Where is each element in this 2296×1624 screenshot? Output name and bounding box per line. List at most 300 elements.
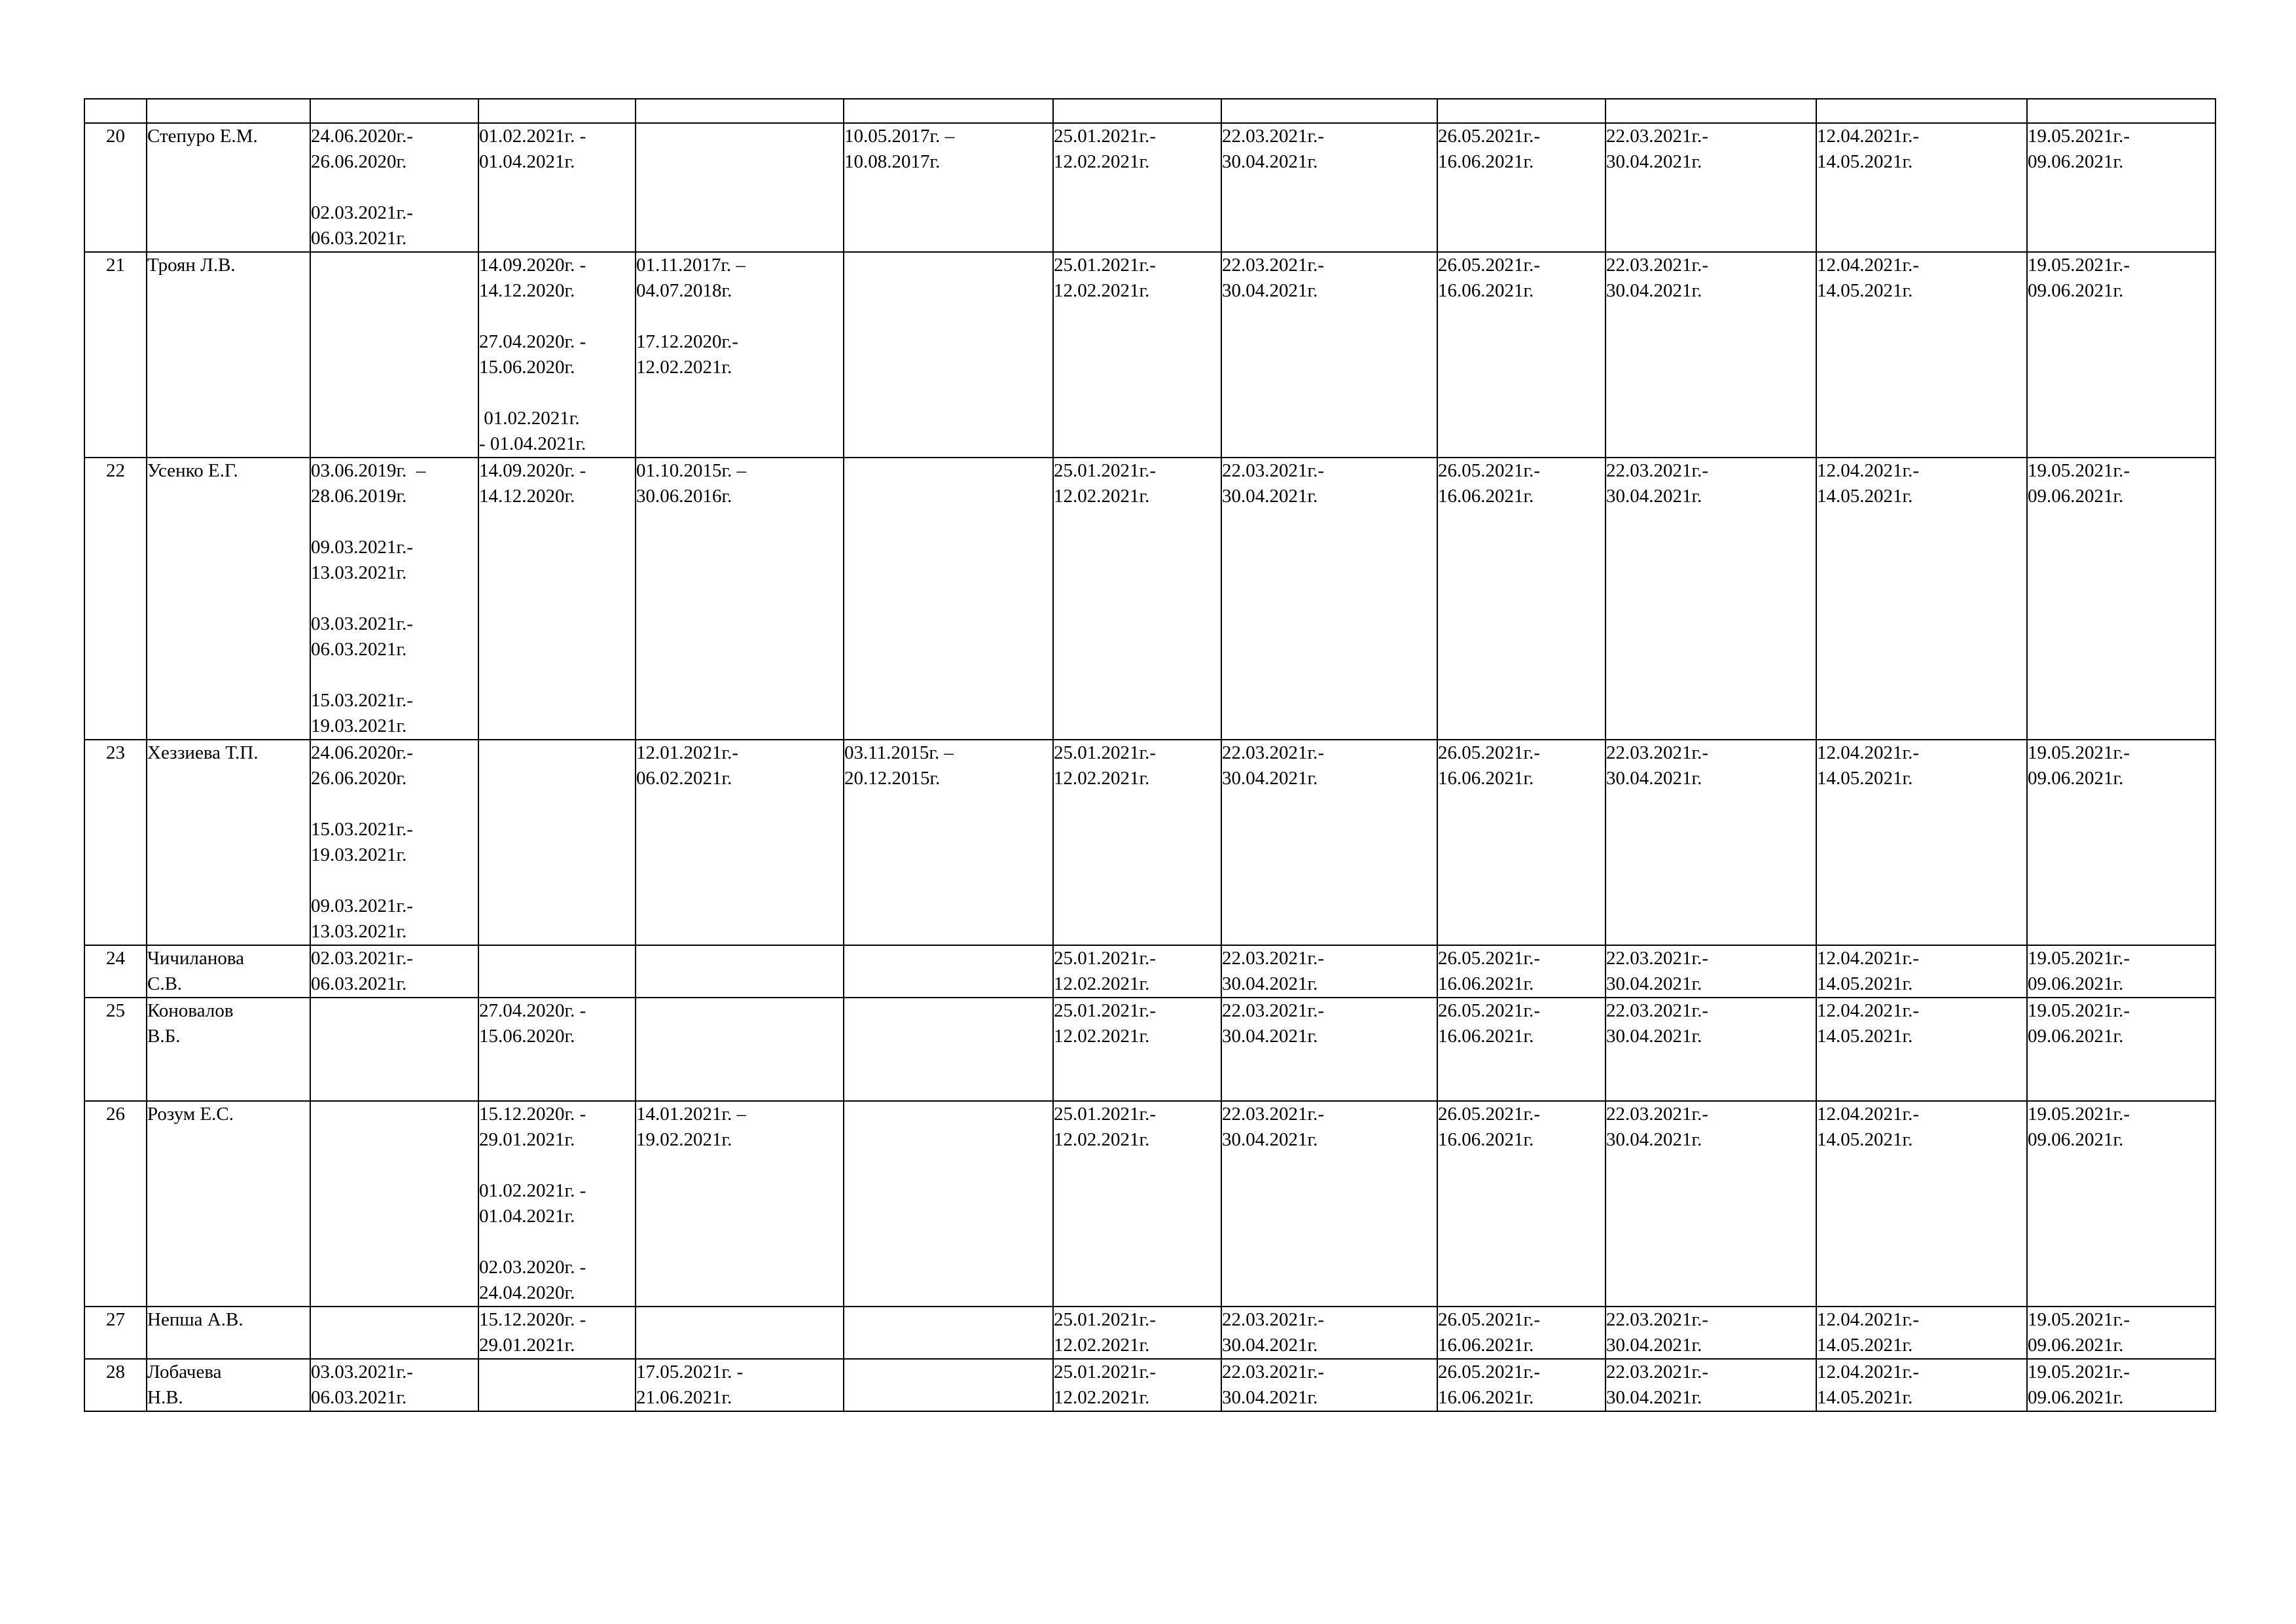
table-row bbox=[84, 123, 2215, 252]
date-range-cell bbox=[1053, 1307, 1221, 1359]
date-range bbox=[311, 1360, 478, 1411]
date-range bbox=[2028, 1360, 2215, 1411]
date-range-cell bbox=[2027, 1359, 2215, 1411]
date-range bbox=[1054, 1307, 1221, 1358]
date-line: 12.04.2021г.- bbox=[1817, 1362, 1920, 1382]
date-range-cell bbox=[1605, 1307, 1816, 1359]
date-range-cell bbox=[1816, 252, 2027, 458]
date-range-cell bbox=[844, 123, 1053, 252]
date-line: 09.06.2021г. bbox=[2028, 973, 2124, 994]
date-range-cell bbox=[1053, 123, 1221, 252]
date-line: 14.05.2021г. bbox=[1817, 973, 1913, 994]
date-line: 14.05.2021г. bbox=[1817, 1026, 1913, 1047]
date-line: 30.04.2021г. bbox=[1222, 486, 1318, 507]
date-range-cell bbox=[1605, 123, 1816, 252]
date-range bbox=[844, 740, 1052, 791]
date-range-cell bbox=[844, 458, 1053, 740]
date-line: 15.03.2021г.- bbox=[311, 690, 414, 711]
row-number: 27 bbox=[106, 1309, 125, 1330]
row-number-cell bbox=[84, 1359, 147, 1411]
date-range bbox=[479, 253, 635, 304]
date-range-cell bbox=[1437, 1359, 1605, 1411]
date-line: 12.04.2021г.- bbox=[1817, 742, 1920, 763]
date-range-cell bbox=[1816, 998, 2027, 1101]
date-line: 22.03.2021г.- bbox=[1606, 126, 1709, 147]
date-line: 25.01.2021г.- bbox=[1054, 948, 1157, 969]
date-line: 01.11.2017г. – bbox=[636, 255, 746, 276]
date-range bbox=[1817, 124, 2026, 175]
date-range bbox=[311, 893, 478, 945]
date-range bbox=[2028, 124, 2215, 175]
date-line: 12.02.2021г. bbox=[1054, 280, 1150, 301]
date-range bbox=[1438, 124, 1605, 175]
date-line: 01.10.2015г. – bbox=[636, 460, 747, 481]
date-range-cell bbox=[1437, 1307, 1605, 1359]
date-line: 01.02.2021г. - bbox=[479, 126, 586, 147]
date-line: 24.06.2020г.- bbox=[311, 126, 414, 147]
date-line: 12.04.2021г.- bbox=[1817, 1104, 1920, 1125]
date-range bbox=[311, 817, 478, 868]
date-range bbox=[479, 329, 635, 380]
date-line: 01.02.2021г. bbox=[479, 408, 580, 429]
date-range-cell bbox=[2027, 740, 2215, 945]
date-range bbox=[479, 1307, 635, 1358]
date-line: 24.06.2020г.- bbox=[311, 742, 414, 763]
date-range-cell bbox=[2027, 458, 2215, 740]
date-range bbox=[2028, 1307, 2215, 1358]
date-range bbox=[311, 611, 478, 662]
date-range-cell bbox=[310, 1101, 478, 1307]
date-range-cell bbox=[1437, 123, 1605, 252]
date-range bbox=[311, 946, 478, 997]
date-line: 14.05.2021г. bbox=[1817, 1387, 1913, 1408]
date-line: 17.12.2020г.- bbox=[636, 331, 739, 352]
date-range-cell bbox=[310, 945, 478, 998]
date-line: 02.03.2020г. - bbox=[479, 1257, 586, 1278]
date-range-cell bbox=[1816, 1101, 2027, 1307]
date-line: 12.02.2021г. bbox=[1054, 486, 1150, 507]
table-row bbox=[84, 740, 2215, 945]
date-line: 10.05.2017г. – bbox=[844, 126, 955, 147]
date-range bbox=[1606, 998, 1816, 1049]
date-line: 28.06.2019г. bbox=[311, 486, 407, 507]
date-line: 09.06.2021г. bbox=[2028, 1335, 2124, 1356]
date-range bbox=[1054, 124, 1221, 175]
employee-name-line: Коновалов bbox=[147, 1000, 234, 1021]
date-line: 30.04.2021г. bbox=[1606, 973, 1702, 994]
date-line: 12.01.2021г.- bbox=[636, 742, 739, 763]
table-row bbox=[84, 998, 2215, 1101]
date-line: 09.03.2021г.- bbox=[311, 537, 414, 558]
date-range bbox=[311, 124, 478, 175]
date-range-cell bbox=[636, 740, 844, 945]
row-number-cell bbox=[84, 458, 147, 740]
date-range-cell bbox=[1816, 945, 2027, 998]
date-line: 14.01.2021г. – bbox=[636, 1104, 747, 1125]
date-range bbox=[2028, 253, 2215, 304]
date-line: 26.05.2021г.- bbox=[1438, 1362, 1541, 1382]
date-line: 26.05.2021г.- bbox=[1438, 1000, 1541, 1021]
date-range-cell bbox=[310, 458, 478, 740]
date-line: 15.06.2020г. bbox=[479, 357, 575, 378]
date-line: 22.03.2021г.- bbox=[1222, 1000, 1325, 1021]
date-line: 12.04.2021г.- bbox=[1817, 1000, 1920, 1021]
employee-name-line: С.В. bbox=[147, 973, 183, 994]
table-row bbox=[84, 1359, 2215, 1411]
date-line: 22.03.2021г.- bbox=[1606, 1309, 1709, 1330]
date-line: 14.05.2021г. bbox=[1817, 768, 1913, 789]
date-line: 12.02.2021г. bbox=[1054, 151, 1150, 172]
date-range-cell bbox=[636, 123, 844, 252]
date-line: 30.04.2021г. bbox=[1606, 151, 1702, 172]
date-range-cell bbox=[636, 252, 844, 458]
date-range bbox=[636, 329, 843, 380]
date-range bbox=[1817, 946, 2026, 997]
date-line: 19.05.2021г.- bbox=[2028, 1104, 2130, 1125]
date-line: 30.04.2021г. bbox=[1606, 768, 1702, 789]
date-line: 26.05.2021г.- bbox=[1438, 255, 1541, 276]
row-number-cell bbox=[84, 945, 147, 998]
header-cell bbox=[1053, 99, 1221, 123]
row-number-cell bbox=[84, 1101, 147, 1307]
date-line: 26.06.2020г. bbox=[311, 768, 407, 789]
row-number: 20 bbox=[106, 126, 125, 147]
date-line: 14.05.2021г. bbox=[1817, 280, 1913, 301]
date-range-cell bbox=[2027, 1101, 2215, 1307]
date-line: 19.03.2021г. bbox=[311, 715, 407, 736]
date-line: 13.03.2021г. bbox=[311, 562, 407, 583]
date-line: 12.02.2021г. bbox=[1054, 1129, 1150, 1150]
date-line: 09.06.2021г. bbox=[2028, 768, 2124, 789]
date-line: 01.02.2021г. - bbox=[479, 1180, 586, 1201]
date-line: 03.06.2019г. – bbox=[311, 460, 426, 481]
date-range-cell bbox=[1221, 945, 1437, 998]
date-range bbox=[1222, 740, 1437, 791]
date-range bbox=[1054, 998, 1221, 1049]
date-range-cell bbox=[1605, 740, 1816, 945]
date-line: 30.04.2021г. bbox=[1222, 280, 1318, 301]
date-line: 13.03.2021г. bbox=[311, 921, 407, 942]
date-line: 26.05.2021г.- bbox=[1438, 1104, 1541, 1125]
date-range-cell bbox=[636, 1101, 844, 1307]
date-range bbox=[636, 740, 843, 791]
date-range bbox=[844, 124, 1052, 175]
date-range bbox=[1438, 946, 1605, 997]
date-range bbox=[1606, 1360, 1816, 1411]
date-line: 09.06.2021г. bbox=[2028, 280, 2124, 301]
date-line: 09.03.2021г.- bbox=[311, 895, 414, 916]
date-line: 30.04.2021г. bbox=[1222, 1335, 1318, 1356]
date-range bbox=[479, 458, 635, 509]
date-range bbox=[1817, 253, 2026, 304]
date-range-cell bbox=[1221, 740, 1437, 945]
date-range bbox=[636, 458, 843, 509]
date-range bbox=[1222, 946, 1437, 997]
employee-name-line: Хеззиева Т.П. bbox=[147, 742, 259, 763]
date-line: 22.03.2021г.- bbox=[1606, 255, 1709, 276]
date-line: 16.06.2021г. bbox=[1438, 1026, 1534, 1047]
date-range bbox=[311, 200, 478, 251]
employee-name-line: Лобачева bbox=[147, 1362, 222, 1382]
date-line: 30.04.2021г. bbox=[1222, 151, 1318, 172]
date-range-cell bbox=[1053, 945, 1221, 998]
date-line: 16.06.2021г. bbox=[1438, 973, 1534, 994]
date-line: 12.04.2021г.- bbox=[1817, 255, 1920, 276]
date-range bbox=[1817, 740, 2026, 791]
date-line: 22.03.2021г.- bbox=[1222, 126, 1325, 147]
date-line: 19.05.2021г.- bbox=[2028, 255, 2130, 276]
header-cell bbox=[2027, 99, 2215, 123]
date-line: 27.04.2020г. - bbox=[479, 331, 586, 352]
date-line: - 01.04.2021г. bbox=[479, 433, 586, 454]
employee-name-line: Усенко Е.Г. bbox=[147, 460, 238, 481]
date-line: 12.02.2021г. bbox=[1054, 1387, 1150, 1408]
date-line: 19.02.2021г. bbox=[636, 1129, 732, 1150]
date-line: 15.03.2021г.- bbox=[311, 819, 414, 840]
date-line: 30.04.2021г. bbox=[1606, 1335, 1702, 1356]
date-line: 03.03.2021г.- bbox=[311, 1362, 414, 1382]
date-range-cell bbox=[1816, 1307, 2027, 1359]
date-line: 12.04.2021г.- bbox=[1817, 1309, 1920, 1330]
date-line: 10.08.2017г. bbox=[844, 151, 941, 172]
date-range bbox=[636, 1360, 843, 1411]
date-range bbox=[1054, 740, 1221, 791]
date-range-cell bbox=[478, 945, 636, 998]
date-line: 03.11.2015г. – bbox=[844, 742, 954, 763]
date-line: 16.06.2021г. bbox=[1438, 768, 1534, 789]
date-range bbox=[1606, 946, 1816, 997]
date-range-cell bbox=[1437, 1101, 1605, 1307]
row-number: 25 bbox=[106, 1000, 125, 1021]
date-range-cell bbox=[2027, 1307, 2215, 1359]
header-cell bbox=[1221, 99, 1437, 123]
date-line: 12.04.2021г.- bbox=[1817, 460, 1920, 481]
date-line: 12.04.2021г.- bbox=[1817, 948, 1920, 969]
date-line: 30.04.2021г. bbox=[1606, 486, 1702, 507]
date-range bbox=[1438, 458, 1605, 509]
date-line: 06.03.2021г. bbox=[311, 639, 407, 660]
date-line: 15.06.2020г. bbox=[479, 1026, 575, 1047]
date-line: 29.01.2021г. bbox=[479, 1335, 575, 1356]
date-line: 22.03.2021г.- bbox=[1222, 1309, 1325, 1330]
date-range-cell bbox=[478, 998, 636, 1101]
date-line: 30.04.2021г. bbox=[1606, 1387, 1702, 1408]
date-range-cell bbox=[844, 1101, 1053, 1307]
date-line: 30.04.2021г. bbox=[1222, 768, 1318, 789]
date-line: 09.06.2021г. bbox=[2028, 1387, 2124, 1408]
date-range bbox=[1222, 124, 1437, 175]
date-range bbox=[1222, 1102, 1437, 1153]
date-range-cell bbox=[636, 945, 844, 998]
date-line: 16.06.2021г. bbox=[1438, 1335, 1534, 1356]
date-range bbox=[1438, 1102, 1605, 1153]
employee-name-cell bbox=[147, 1101, 310, 1307]
date-range-cell bbox=[1221, 252, 1437, 458]
date-line: 19.05.2021г.- bbox=[2028, 460, 2130, 481]
date-range-cell bbox=[478, 252, 636, 458]
date-range bbox=[1606, 124, 1816, 175]
date-range-cell bbox=[1605, 458, 1816, 740]
date-range bbox=[1817, 998, 2026, 1049]
date-range bbox=[311, 458, 478, 509]
table-row bbox=[84, 945, 2215, 998]
row-number-cell bbox=[84, 998, 147, 1101]
date-line: 19.05.2021г.- bbox=[2028, 1362, 2130, 1382]
date-line: 15.12.2020г. - bbox=[479, 1309, 586, 1330]
date-range-cell bbox=[636, 998, 844, 1101]
date-line: 14.05.2021г. bbox=[1817, 1335, 1913, 1356]
date-range bbox=[636, 253, 843, 304]
date-range bbox=[1817, 1360, 2026, 1411]
date-range bbox=[2028, 998, 2215, 1049]
date-line: 21.06.2021г. bbox=[636, 1387, 732, 1408]
header-cell bbox=[147, 99, 310, 123]
date-range-cell bbox=[1221, 1359, 1437, 1411]
date-range bbox=[1438, 740, 1605, 791]
date-range bbox=[1054, 946, 1221, 997]
date-range-cell bbox=[2027, 945, 2215, 998]
date-range-cell bbox=[1816, 123, 2027, 252]
date-range-cell bbox=[2027, 123, 2215, 252]
date-line: 22.03.2021г.- bbox=[1222, 948, 1325, 969]
date-line: 12.04.2021г.- bbox=[1817, 126, 1920, 147]
date-range bbox=[1222, 1360, 1437, 1411]
employee-name-cell bbox=[147, 123, 310, 252]
date-range-cell bbox=[1053, 458, 1221, 740]
date-range-cell bbox=[1437, 998, 1605, 1101]
date-line: 26.06.2020г. bbox=[311, 151, 407, 172]
date-range bbox=[479, 406, 635, 457]
date-range bbox=[1606, 458, 1816, 509]
header-cell bbox=[478, 99, 636, 123]
date-range-cell bbox=[636, 458, 844, 740]
table-body bbox=[84, 99, 2215, 1411]
date-range-cell bbox=[478, 1307, 636, 1359]
date-range bbox=[1606, 1102, 1816, 1153]
date-range bbox=[311, 535, 478, 586]
date-line: 19.05.2021г.- bbox=[2028, 1000, 2130, 1021]
date-range-cell bbox=[1816, 740, 2027, 945]
date-range-cell bbox=[1221, 1101, 1437, 1307]
date-line: 02.03.2021г.- bbox=[311, 202, 414, 223]
date-range-cell bbox=[1053, 252, 1221, 458]
employee-name-cell bbox=[147, 740, 310, 945]
date-line: 12.02.2021г. bbox=[1054, 1026, 1150, 1047]
date-range bbox=[1438, 253, 1605, 304]
date-range bbox=[1606, 740, 1816, 791]
date-range bbox=[1222, 253, 1437, 304]
date-range bbox=[1438, 1360, 1605, 1411]
employee-name-cell bbox=[147, 1307, 310, 1359]
date-range-cell bbox=[1053, 1359, 1221, 1411]
date-line: 22.03.2021г.- bbox=[1222, 1362, 1325, 1382]
date-line: 14.05.2021г. bbox=[1817, 151, 1913, 172]
date-range-cell bbox=[310, 1307, 478, 1359]
date-line: 22.03.2021г.- bbox=[1606, 948, 1709, 969]
date-range bbox=[479, 1178, 635, 1229]
date-line: 16.06.2021г. bbox=[1438, 280, 1534, 301]
date-line: 12.02.2021г. bbox=[1054, 1335, 1150, 1356]
date-line: 26.05.2021г.- bbox=[1438, 1309, 1541, 1330]
date-line: 27.04.2020г. - bbox=[479, 1000, 586, 1021]
employee-name-line: Степуро Е.М. bbox=[147, 126, 258, 147]
date-line: 09.06.2021г. bbox=[2028, 486, 2124, 507]
employee-name-cell bbox=[147, 945, 310, 998]
date-range-cell bbox=[310, 1359, 478, 1411]
date-line: 22.03.2021г.- bbox=[1222, 255, 1325, 276]
date-range bbox=[1222, 458, 1437, 509]
date-range-cell bbox=[1053, 998, 1221, 1101]
date-range bbox=[479, 124, 635, 175]
date-line: 14.05.2021г. bbox=[1817, 1129, 1913, 1150]
date-line: 04.07.2018г. bbox=[636, 280, 732, 301]
date-line: 25.01.2021г.- bbox=[1054, 255, 1157, 276]
date-line: 24.04.2020г. bbox=[479, 1282, 575, 1303]
date-line: 22.03.2021г.- bbox=[1606, 1000, 1709, 1021]
date-range bbox=[479, 1255, 635, 1306]
date-line: 09.06.2021г. bbox=[2028, 1129, 2124, 1150]
date-range bbox=[636, 1102, 843, 1153]
date-line: 09.06.2021г. bbox=[2028, 151, 2124, 172]
employee-name-line: Чичиланова bbox=[147, 948, 245, 969]
row-number: 24 bbox=[106, 948, 125, 969]
date-range bbox=[2028, 946, 2215, 997]
row-number-cell bbox=[84, 1307, 147, 1359]
date-range-cell bbox=[844, 252, 1053, 458]
date-line: 25.01.2021г.- bbox=[1054, 1104, 1157, 1125]
table-row bbox=[84, 1101, 2215, 1307]
date-range-cell bbox=[844, 945, 1053, 998]
date-range bbox=[1817, 1307, 2026, 1358]
date-range-cell bbox=[844, 740, 1053, 945]
date-line: 25.01.2021г.- bbox=[1054, 1309, 1157, 1330]
date-line: 06.02.2021г. bbox=[636, 768, 732, 789]
date-range bbox=[311, 740, 478, 791]
date-line: 06.03.2021г. bbox=[311, 973, 407, 994]
date-range bbox=[311, 688, 478, 739]
date-line: 30.06.2016г. bbox=[636, 486, 732, 507]
date-range-cell bbox=[310, 123, 478, 252]
date-range bbox=[479, 998, 635, 1049]
date-line: 19.05.2021г.- bbox=[2028, 948, 2130, 969]
date-line: 26.05.2021г.- bbox=[1438, 742, 1541, 763]
date-line: 14.12.2020г. bbox=[479, 280, 575, 301]
employee-name-line: Н.В. bbox=[147, 1387, 183, 1408]
date-range-cell bbox=[1221, 123, 1437, 252]
date-range bbox=[2028, 740, 2215, 791]
date-range-cell bbox=[1221, 458, 1437, 740]
date-range-cell bbox=[2027, 998, 2215, 1101]
date-line: 14.09.2020г. - bbox=[479, 460, 586, 481]
row-number: 28 bbox=[106, 1362, 125, 1382]
date-range bbox=[1222, 998, 1437, 1049]
date-range-cell bbox=[636, 1307, 844, 1359]
header-cell bbox=[636, 99, 844, 123]
header-cell bbox=[310, 99, 478, 123]
employee-name-cell bbox=[147, 998, 310, 1101]
date-range-cell bbox=[478, 740, 636, 945]
date-line: 16.06.2021г. bbox=[1438, 486, 1534, 507]
schedule-table bbox=[84, 98, 2216, 1412]
header-cell bbox=[1816, 99, 2027, 123]
date-line: 22.03.2021г.- bbox=[1606, 742, 1709, 763]
date-line: 03.03.2021г.- bbox=[311, 613, 414, 634]
table-row bbox=[84, 252, 2215, 458]
date-line: 16.06.2021г. bbox=[1438, 151, 1534, 172]
date-line: 06.03.2021г. bbox=[311, 1387, 407, 1408]
date-range bbox=[479, 1102, 635, 1153]
date-range-cell bbox=[844, 1359, 1053, 1411]
